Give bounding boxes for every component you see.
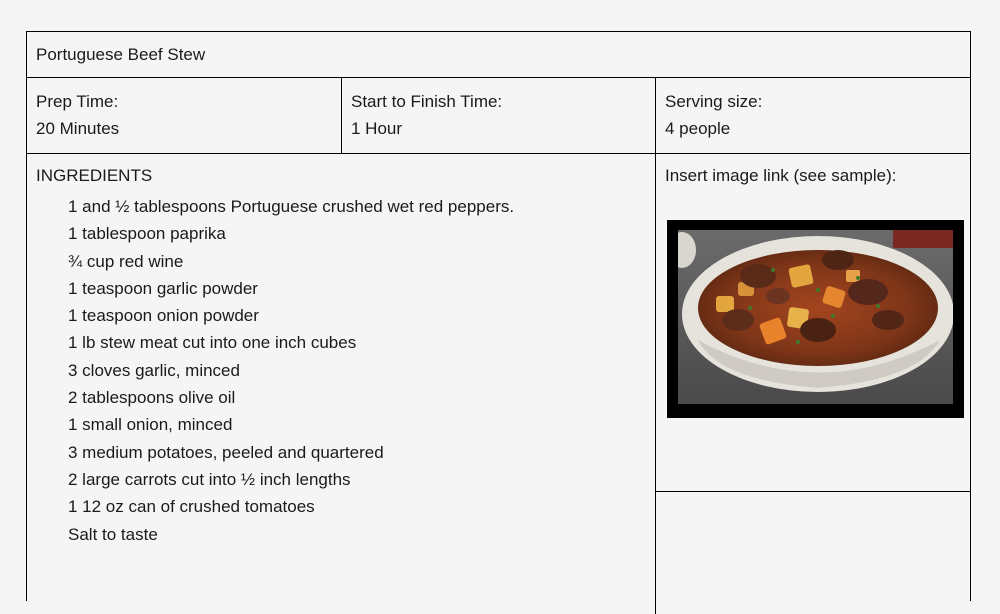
image-cell	[656, 154, 970, 492]
ingredient-item: 1 teaspoon garlic powder	[68, 278, 258, 298]
ingredient-item: 2 large carrots cut into ½ inch lengths	[68, 469, 351, 489]
ingredient-item: ¾ cup red wine	[68, 251, 184, 271]
empty-cell	[656, 492, 970, 614]
ingredients-list	[68, 193, 514, 548]
serving-size-label: Serving size:	[665, 92, 763, 111]
ingredient-item: 1 12 oz can of crushed tomatoes	[68, 497, 315, 517]
prep-time-label: Prep Time:	[36, 92, 119, 111]
meta-row	[27, 78, 970, 154]
ingredient-item: 1 teaspoon onion powder	[68, 306, 259, 326]
prep-time-value: 20 Minutes	[36, 119, 120, 138]
stew-photo-illustration	[678, 230, 953, 404]
image-label: Insert image link (see sample):	[665, 166, 897, 185]
ingredient-item: 1 lb stew meat cut into one inch cubes	[68, 333, 357, 353]
ingredient-item: 2 tablespoons olive oil	[68, 388, 236, 408]
ingredient-item: Salt to taste	[68, 524, 158, 544]
start-to-finish-cell	[342, 78, 656, 153]
ingredient-item: 3 medium potatoes, peeled and quartered	[68, 442, 384, 462]
start-to-finish-label: Start to Finish Time:	[351, 92, 503, 111]
title-row	[27, 32, 970, 78]
serving-size-value: 4 people	[665, 119, 731, 138]
ingredient-item: 3 cloves garlic, minced	[68, 360, 240, 380]
ingredients-header: INGREDIENTS	[36, 166, 153, 185]
serving-size-cell	[656, 78, 970, 153]
prep-time-cell	[27, 78, 342, 153]
ingredients-cell	[27, 154, 656, 614]
stew-photo	[667, 220, 964, 418]
start-to-finish-value: 1 Hour	[351, 119, 403, 138]
recipe-card	[26, 31, 971, 601]
recipe-title: Portuguese Beef Stew	[36, 45, 206, 64]
ingredient-item: 1 and ½ tablespoons Portuguese crushed wet red peppers.	[68, 197, 515, 216]
ingredient-item: 1 small onion, minced	[68, 415, 233, 435]
ingredient-item: 1 tablespoon paprika	[68, 224, 226, 244]
